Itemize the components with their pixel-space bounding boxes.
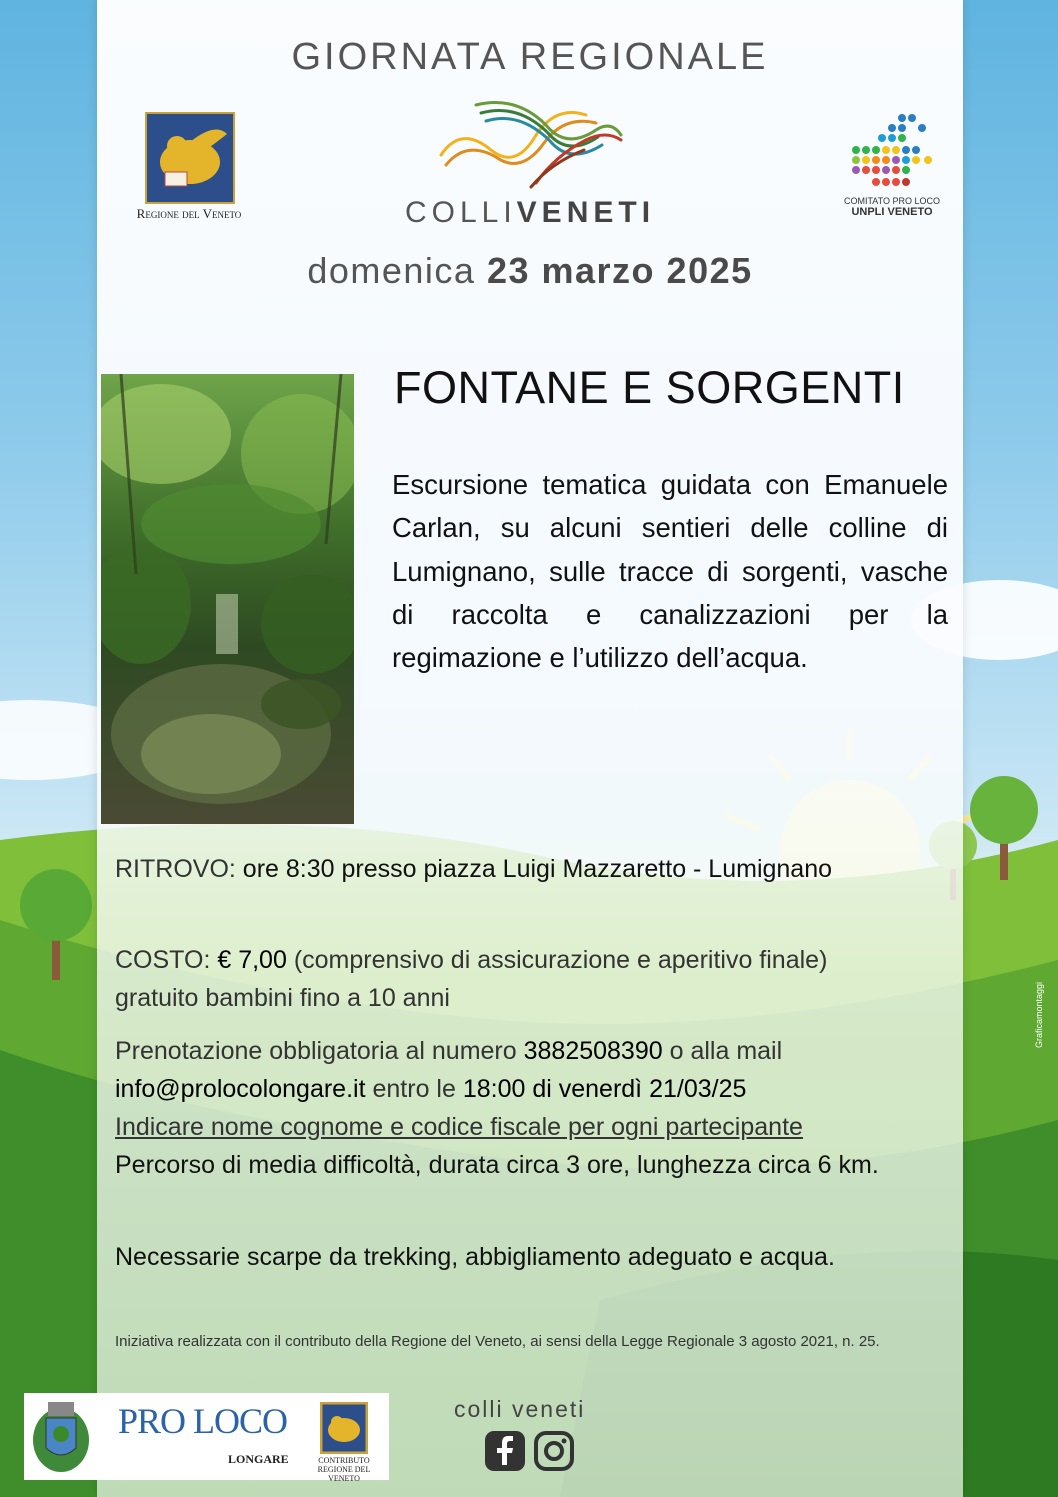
contributo-regione-logo (320, 1402, 368, 1454)
regione-label: Regione del Veneto (136, 206, 242, 221)
proloco-place: LONGARE (228, 1452, 289, 1466)
proloco-logo: PRO LOCO (118, 1401, 288, 1441)
contributo-label: CONTRIBUTO REGIONE DEL VENETO (317, 1456, 371, 1483)
percorso-note: Percorso di media difficoltà, durata circa 3 ore, lunghezza circa 6 km. (115, 1151, 879, 1179)
deadline: 18:00 di venerdì 21/03/25 (462, 1075, 747, 1103)
unpli-label: COMITATO PRO LOCO UNPLI VENETO (843, 196, 940, 218)
brand-colli-veneti: COLLIVENETI (404, 196, 656, 229)
unpli-logo (850, 112, 935, 196)
costo-note: (comprensivo di assicurazione e aperitivo finale) gratuito bambini fino a 10 anni (115, 946, 828, 1012)
colli-veneti-logo (436, 95, 626, 190)
indicare-note: Indicare nome cognome e codice fiscale per ogni partecipante (115, 1113, 803, 1141)
comune-crest-icon (28, 1396, 94, 1476)
email-address: info@prolocolongare.it (115, 1075, 366, 1103)
event-title: FONTANE E SORGENTI (394, 362, 905, 413)
event-series-title: GIORNATA REGIONALE (291, 36, 769, 78)
ritrovo-value: ore 8:30 presso piazza Luigi Mazzaretto - Lumignano (242, 855, 833, 883)
social-label: colli veneti (454, 1396, 586, 1422)
event-date: domenica 23 marzo 2025 (307, 250, 753, 291)
regione-veneto-logo (145, 112, 235, 204)
costo-label: COSTO: (115, 946, 211, 974)
costo-value: € 7,00 (217, 946, 287, 974)
event-description: Escursione tematica guidata con Emanuele Carlan, su alcuni sentieri delle colline di Lumignano, sulle tracce di sorgenti, vasche di raccolta e canalizzazioni per la regimazione e l’utilizzo dell’acqua. (392, 469, 948, 674)
facebook-icon[interactable] (485, 1431, 525, 1471)
instagram-icon[interactable] (534, 1431, 574, 1471)
phone-number: 3882508390 (523, 1037, 663, 1065)
prenotazione-block: Prenotazione obbligatoria al numero 3882508390 o alla mail info@prolocolongare.it entro le 18:00 di venerdì 21/03/25 Indicare nome cognome e codice fiscale per ogni partecipante Percorso di media difficoltà, durata circa 3 ore, lunghezza circa 6 km. (115, 1032, 955, 1184)
ritrovo-label: RITROVO: (115, 855, 236, 883)
necessarie-note: Necessarie scarpe da trekking, abbigliamento adeguato e acqua. (115, 1243, 835, 1271)
footnote: Iniziativa realizzata con il contributo della Regione del Veneto, ai sensi della Legge Regionale 3 agosto 2021, n. 25. (115, 1333, 880, 1350)
ritrovo-block (115, 850, 835, 888)
stream-photo (101, 374, 354, 824)
graphic-credit: Graficamontaggi (1034, 981, 1044, 1048)
costo-block (115, 941, 875, 1017)
